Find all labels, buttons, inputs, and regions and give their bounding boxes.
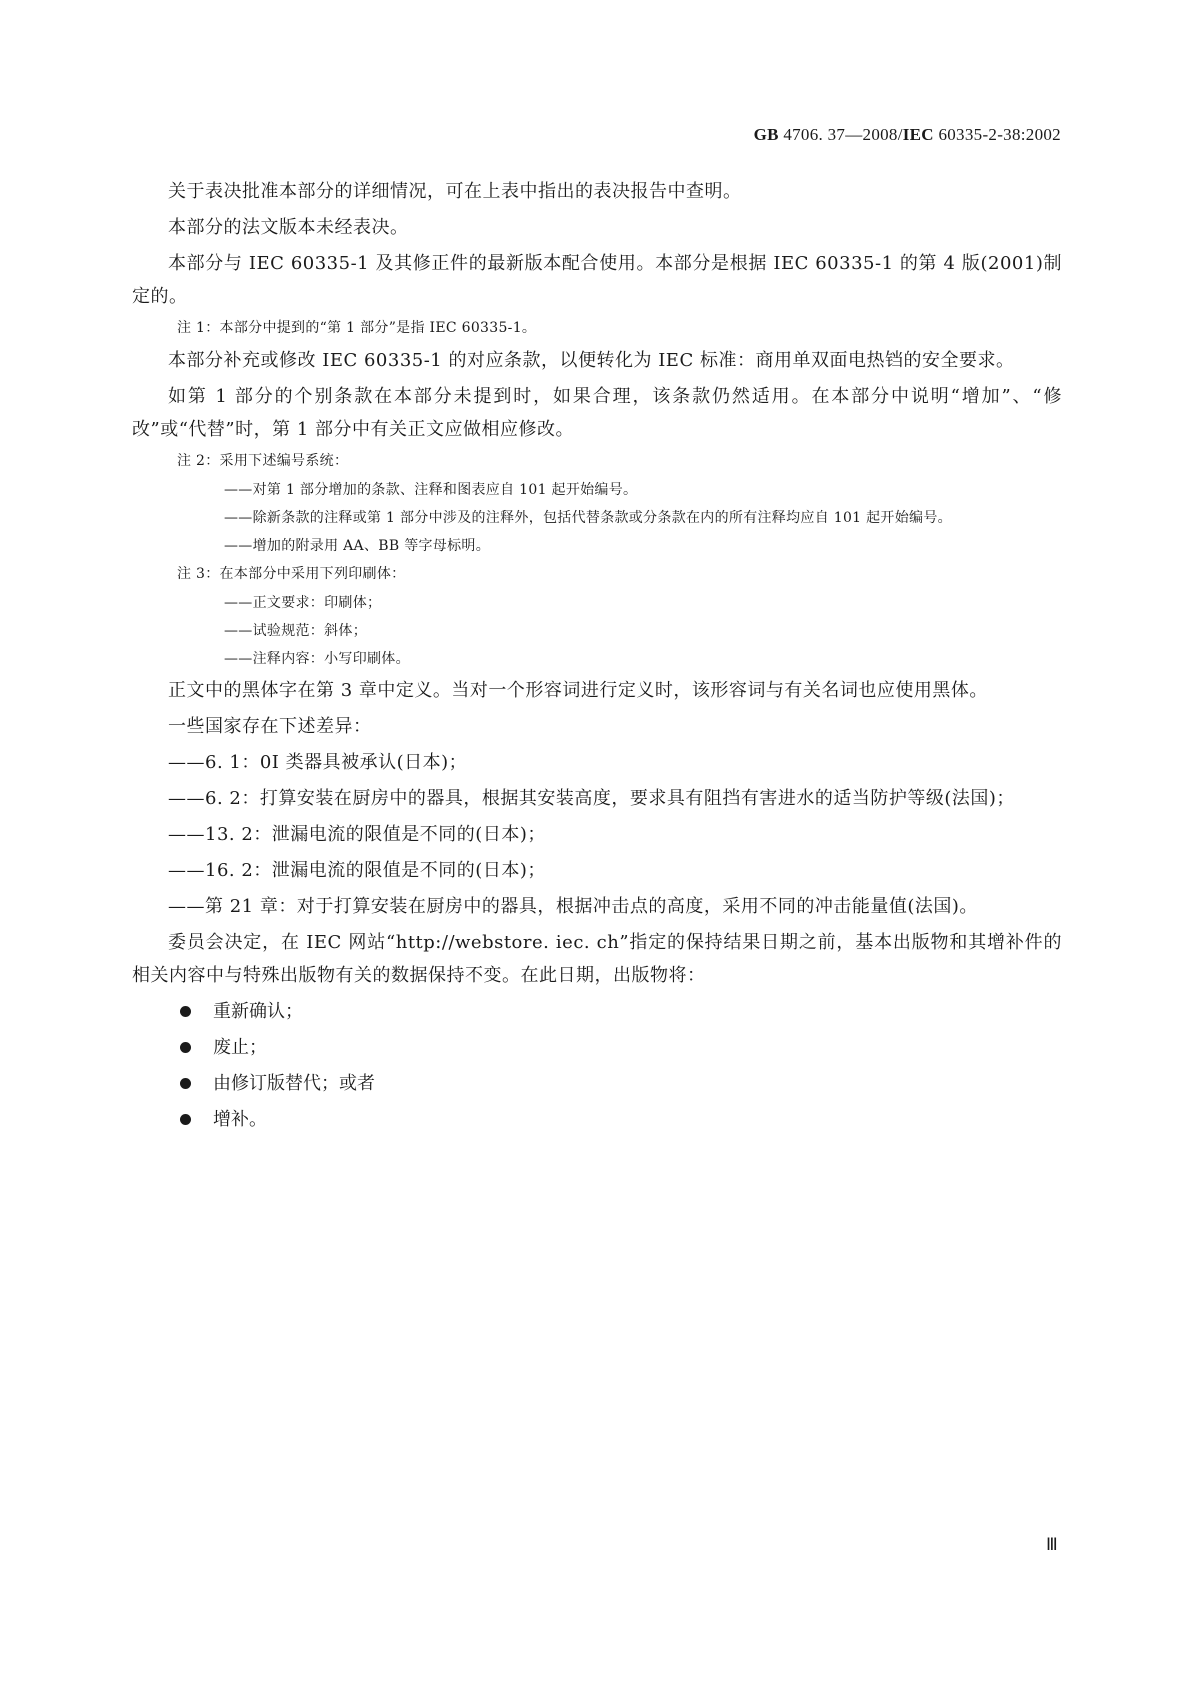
header-std-code: GB xyxy=(753,125,779,144)
bullet-dot-icon xyxy=(180,1042,191,1053)
difference-item: ——16. 2：泄漏电流的限值是不同的(日本)； xyxy=(168,860,546,881)
note-2: 注 2：采用下述编号系统： xyxy=(177,453,349,469)
note-3-item: ——注释内容：小写印刷体。 xyxy=(224,651,410,667)
difference-item: ——第 21 章：对于打算安装在厨房中的器具，根据冲击点的高度，采用不同的冲击能量值(法国)。 xyxy=(168,896,978,917)
bullet-item xyxy=(180,1103,1062,1136)
bullet-item xyxy=(180,1031,1062,1064)
paragraph-french-version: 本部分的法文版本未经表决。 xyxy=(168,217,409,238)
paragraph-national-differences: 一些国家存在下述差异： xyxy=(168,716,372,737)
note-2-item: ——对第 1 部分增加的条款、注释和图表应自 101 起开始编号。 xyxy=(224,482,638,498)
paragraph-applicability: 如第 1 部分的个别条款在本部分未提到时，如果合理，该条款仍然适用。在本部分中说明“增加”、“修改”或“代替”时，第 1 部分中有关正文应做相应修改。 xyxy=(132,386,1062,440)
paragraph-supplement: 本部分补充或修改 IEC 60335-1 的对应条款，以便转化为 IEC 标准：商用单双面电热铛的安全要求。 xyxy=(168,350,1015,371)
bullet-text: 由修订版替代；或者 xyxy=(213,1073,375,1094)
note-1: 注 1：本部分中提到的“第 1 部分”是指 IEC 60335-1。 xyxy=(177,320,537,336)
paragraph-committee-decision: 委员会决定，在 IEC 网站“http://webstore. iec. ch”指定的保持结果日期之前，基本出版物和其增补件的相关内容中与特殊出版物有关的数据保持不变。在此日期，出版物将： xyxy=(132,932,1062,986)
note-2-item: ——增加的附录用 AA、BB 等字母标明。 xyxy=(224,538,490,554)
difference-item: ——6. 1：0I 类器具被承认(日本)； xyxy=(168,752,468,773)
bullet-text: 重新确认； xyxy=(213,1001,303,1022)
page-content xyxy=(132,175,1062,1139)
note-3-item: ——试验规范：斜体； xyxy=(224,623,367,639)
note-3-item: ——正文要求：印刷体； xyxy=(224,595,382,611)
bullet-dot-icon xyxy=(180,1114,191,1125)
standard-header xyxy=(754,125,1061,145)
header-iec-rest: 60335-2-38:2002 xyxy=(933,125,1061,144)
note-3: 注 3：在本部分中采用下列印刷体： xyxy=(177,566,406,582)
bullet-item xyxy=(180,995,1062,1028)
bullet-text: 废止； xyxy=(213,1037,267,1058)
page-number: Ⅲ xyxy=(1046,1535,1058,1554)
note-2-item: ——除新条款的注释或第 1 部分中涉及的注释外，包括代替条款或分条款在内的所有注释均应自 101 起开始编号。 xyxy=(224,510,952,526)
bullet-item xyxy=(180,1067,1062,1100)
header-std-rest: 4706. 37—2008/ xyxy=(778,125,903,144)
paragraph-voting-details: 关于表决批准本部分的详细情况，可在上表中指出的表决报告中查明。 xyxy=(168,181,742,202)
difference-item: ——6. 2：打算安装在厨房中的器具，根据其安装高度，要求具有阻挡有害进水的适当防护等级(法国)； xyxy=(168,788,1015,809)
header-iec-code: IEC xyxy=(902,125,934,144)
difference-item: ——13. 2：泄漏电流的限值是不同的(日本)； xyxy=(168,824,546,845)
bullet-dot-icon xyxy=(180,1078,191,1089)
paragraph-usage: 本部分与 IEC 60335-1 及其修正件的最新版本配合使用。本部分是根据 IEC 60335-1 的第 4 版(2001)制定的。 xyxy=(132,253,1062,307)
paragraph-bold-terms: 正文中的黑体字在第 3 章中定义。当对一个形容词进行定义时，该形容词与有关名词也应使用黑体。 xyxy=(168,680,988,701)
bullet-dot-icon xyxy=(180,1006,191,1017)
bullet-text: 增补。 xyxy=(213,1109,267,1130)
